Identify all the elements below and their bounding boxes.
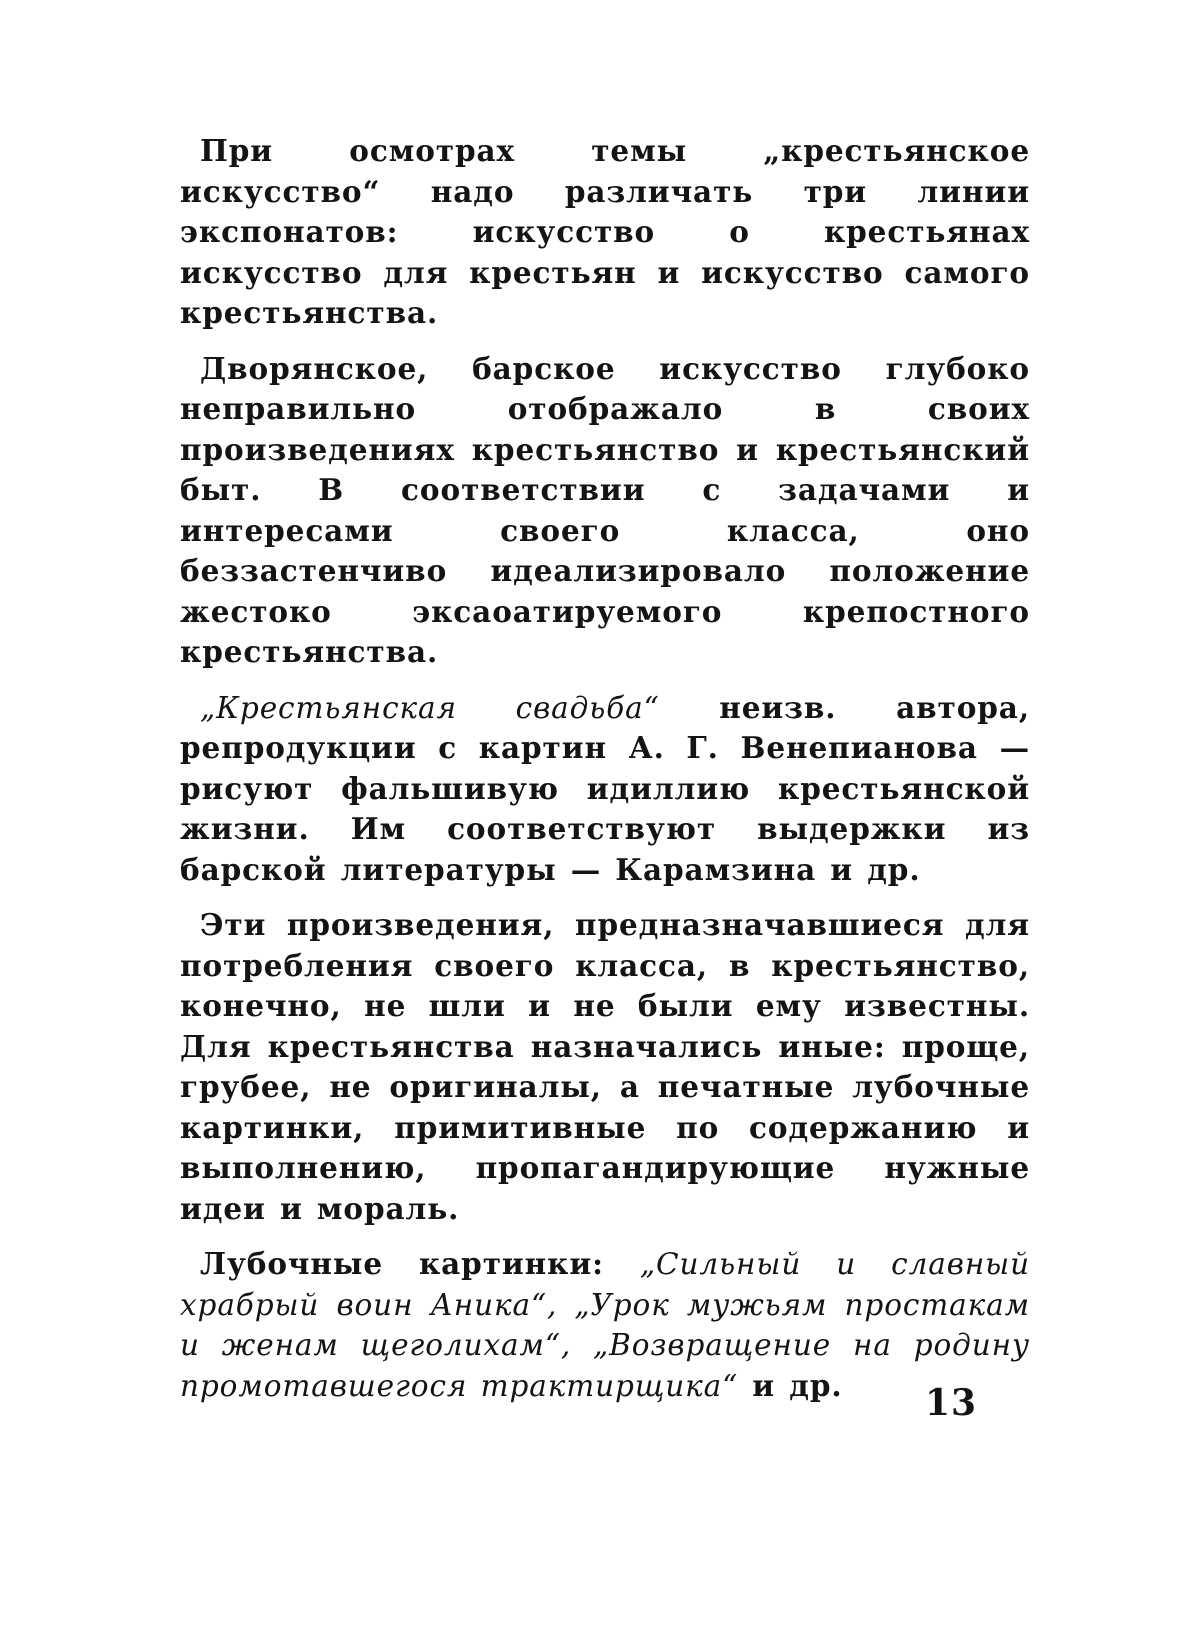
painting-title: „Крестьянская свадьба“ — [200, 690, 660, 725]
lubok-titles: „Сильный и славный храбрый воин Аника“, „Урок мужьям простакам и женам щеголихам“, „Возвращение на родину промотавшегося трактирщика“ — [180, 1247, 1030, 1403]
paragraph-noble-art: Дворянское, барское искусство глубоко неправильно отображало в своих произведениях крестьянство и крестьянский быт. В соответствии с задачами и интересами своего класса, оно беззастенчиво идеализировало положение жестоко эксаоатируемого крепостного крестьянства. — [180, 350, 1030, 669]
artist-name: А. Г. Венепианова — [628, 730, 978, 765]
paragraph-peasant-wedding-text-a: неизв. автора, репродукции с картин — [180, 689, 1030, 765]
page-number: 13 — [925, 1382, 978, 1424]
paragraph-peasant-wedding-text-b: — рисуют фальшивую идиллию крестьянской жизни. Им соответствуют выдержки из барской литературы — Карамзина и др. — [180, 730, 1030, 887]
lubok-lead: Лубочные картинки: — [200, 1246, 640, 1281]
paragraph-peasant-art-lines: При осмотрах темы „крестьянское искусство“ надо различать три линии экспонатов: искусство о крестьянах искусство для крестьян и искусство самого крестьянства. — [180, 133, 1030, 330]
page-body — [180, 131, 1030, 1421]
paragraph-works-for-peasants: Эти произведения, предназначавшиеся для потребления своего класса, в крестьянство, конечно, не шли и не были ему известны. Для крестьянства назначались иные: проще, грубее, не оригиналы, а печатные лубочные картинки, примитивные по содержанию и выполнению, пропагандирующие нужные идеи и мораль. — [180, 907, 1030, 1226]
paragraph-lubok-pictures — [180, 1244, 1030, 1406]
paragraph-peasant-wedding — [180, 688, 1030, 891]
lubok-tail: и др. — [738, 1367, 843, 1403]
